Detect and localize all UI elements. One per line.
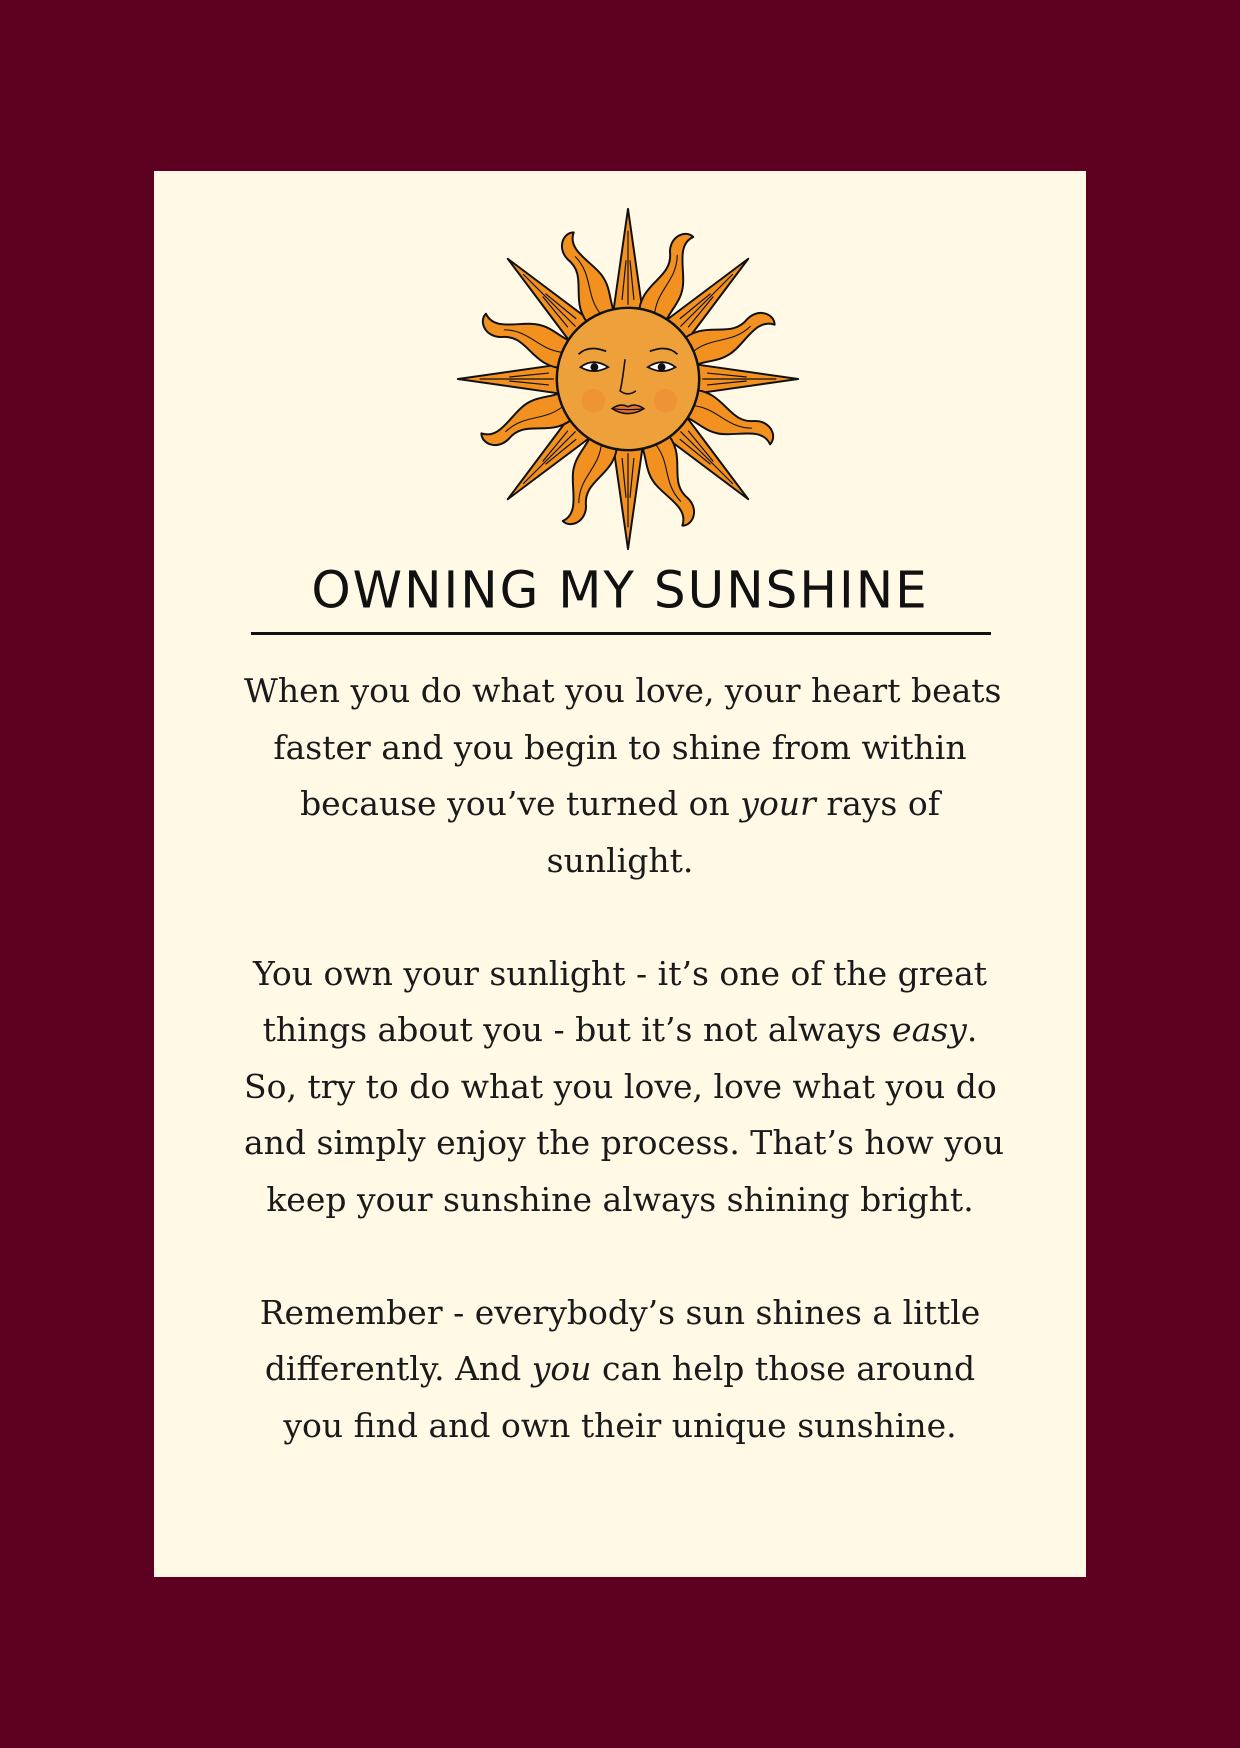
text-line: Remember - everybody’s sun shines a little — [259, 1292, 981, 1332]
emphasis: easy — [892, 1010, 967, 1049]
text-line: differently. And you can help those around — [264, 1349, 976, 1388]
text-line: When you do what you love, your heart beats — [244, 671, 1002, 710]
sun-face-icon — [450, 201, 806, 557]
title-divider — [251, 632, 991, 635]
text-line: sunlight. — [546, 840, 694, 880]
text-line: because you’ve turned on your rays of — [300, 784, 940, 823]
paragraph-3 — [244, 1285, 996, 1455]
page-title: OWNING MY SUNSHINE — [311, 560, 929, 620]
paragraph-2 — [244, 946, 1005, 1229]
text-line: faster and you begin to shine from within — [273, 727, 967, 767]
text-line: So, try to do what you love, love what you do — [244, 1066, 997, 1106]
text-line: You own your sunlight - it’s one of the great — [252, 953, 988, 993]
text-line: you find and own their unique sunshine. — [283, 1405, 957, 1445]
emphasis: you — [531, 1349, 592, 1388]
body-text — [244, 663, 1005, 1454]
text-line: and simply enjoy the process. That’s how you — [244, 1123, 1005, 1162]
emphasis: your — [740, 784, 816, 823]
text-line: keep your sunshine always shining bright. — [266, 1179, 974, 1219]
paragraph-1 — [244, 663, 1002, 889]
card — [154, 171, 1086, 1577]
text-line: things about you - but it’s not always easy. — [262, 1010, 978, 1049]
